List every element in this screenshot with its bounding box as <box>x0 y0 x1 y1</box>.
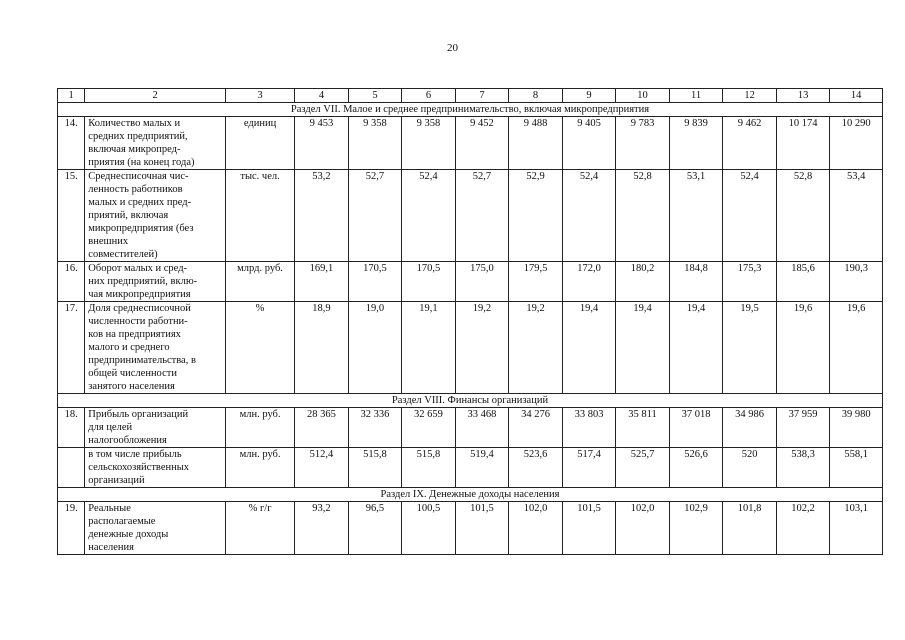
table-row <box>58 262 883 302</box>
indicator-name-line: малого и среднего <box>88 342 170 353</box>
statistics-table <box>57 88 883 555</box>
unit-cell: % <box>225 302 294 394</box>
value-cell: 52,9 <box>509 170 563 262</box>
indicator-name-line: организаций <box>88 475 145 486</box>
row-number: 18. <box>58 408 85 448</box>
value-cell: 35 811 <box>616 408 670 448</box>
value-cell: 180,2 <box>616 262 670 302</box>
table-row <box>58 302 883 394</box>
value-cell: 525,7 <box>616 448 670 488</box>
value-cell: 28 365 <box>295 408 349 448</box>
indicator-name <box>85 448 226 488</box>
row-number <box>58 448 85 488</box>
value-cell: 517,4 <box>562 448 616 488</box>
table-row <box>58 502 883 555</box>
value-cell: 170,5 <box>402 262 456 302</box>
indicator-name <box>85 408 226 448</box>
unit-cell: млн. руб. <box>225 408 294 448</box>
value-cell: 184,8 <box>669 262 723 302</box>
value-cell: 515,8 <box>402 448 456 488</box>
value-cell: 170,5 <box>348 262 402 302</box>
indicator-name-line: Реальные <box>88 503 131 514</box>
column-number-cell: 9 <box>562 89 616 103</box>
value-cell: 52,7 <box>348 170 402 262</box>
indicator-name <box>85 170 226 262</box>
value-cell: 52,4 <box>562 170 616 262</box>
column-number-cell: 10 <box>616 89 670 103</box>
indicator-name-line: включая микропред- <box>88 144 181 155</box>
value-cell: 19,4 <box>616 302 670 394</box>
indicator-name-line: совместителей) <box>88 249 158 260</box>
value-cell: 52,4 <box>402 170 456 262</box>
indicator-name-line: микропредприятия (без <box>88 223 194 234</box>
indicator-name-line: чая микропредприятия <box>88 289 191 300</box>
indicator-name-line: средних предприятий, <box>88 131 188 142</box>
row-number: 15. <box>58 170 85 262</box>
indicator-name-line: Доля среднесписочной <box>88 303 191 314</box>
section-header-row <box>58 488 883 502</box>
value-cell: 9 488 <box>509 117 563 170</box>
indicator-name-line: внешних <box>88 236 129 247</box>
indicator-name-line: Среднесписочная чис- <box>88 171 189 182</box>
value-cell: 19,6 <box>830 302 883 394</box>
column-number-cell: 2 <box>85 89 226 103</box>
unit-cell: % г/г <box>225 502 294 555</box>
value-cell: 34 986 <box>723 408 777 448</box>
value-cell: 172,0 <box>562 262 616 302</box>
indicator-name-line: сельскохозяйственных <box>88 462 190 473</box>
indicator-name-line: ков на предприятиях <box>88 329 181 340</box>
indicator-name-line: численности работни- <box>88 316 188 327</box>
row-number: 19. <box>58 502 85 555</box>
value-cell: 52,8 <box>776 170 830 262</box>
indicator-name <box>85 502 226 555</box>
value-cell: 32 659 <box>402 408 456 448</box>
value-cell: 538,3 <box>776 448 830 488</box>
column-number-cell: 14 <box>830 89 883 103</box>
value-cell: 190,3 <box>830 262 883 302</box>
column-number-cell: 7 <box>455 89 509 103</box>
value-cell: 175,0 <box>455 262 509 302</box>
unit-cell: тыс. чел. <box>225 170 294 262</box>
indicator-name-line: приятия (на конец года) <box>88 157 195 168</box>
row-number: 14. <box>58 117 85 170</box>
value-cell: 19,6 <box>776 302 830 394</box>
column-number-cell: 13 <box>776 89 830 103</box>
value-cell: 523,6 <box>509 448 563 488</box>
value-cell: 19,4 <box>562 302 616 394</box>
indicator-name-line: в том числе прибыль <box>88 449 182 460</box>
value-cell: 52,7 <box>455 170 509 262</box>
value-cell: 519,4 <box>455 448 509 488</box>
value-cell: 96,5 <box>348 502 402 555</box>
page-number: 20 <box>447 42 458 54</box>
indicator-name-line: располагаемые <box>88 516 156 527</box>
indicator-name-line: Количество малых и <box>88 118 181 129</box>
value-cell: 101,5 <box>562 502 616 555</box>
section-title: Раздел IX. Денежные доходы населения <box>58 488 883 502</box>
table-row <box>58 408 883 448</box>
column-number-cell: 12 <box>723 89 777 103</box>
value-cell: 175,3 <box>723 262 777 302</box>
value-cell: 169,1 <box>295 262 349 302</box>
value-cell: 10 174 <box>776 117 830 170</box>
value-cell: 102,9 <box>669 502 723 555</box>
value-cell: 179,5 <box>509 262 563 302</box>
value-cell: 10 290 <box>830 117 883 170</box>
value-cell: 52,8 <box>616 170 670 262</box>
value-cell: 101,8 <box>723 502 777 555</box>
value-cell: 19,2 <box>509 302 563 394</box>
indicator-name <box>85 302 226 394</box>
indicator-name-line: населения <box>88 542 134 553</box>
value-cell: 9 405 <box>562 117 616 170</box>
unit-cell: млн. руб. <box>225 448 294 488</box>
column-number-cell: 5 <box>348 89 402 103</box>
indicator-name <box>85 262 226 302</box>
row-number: 16. <box>58 262 85 302</box>
column-number-cell: 3 <box>225 89 294 103</box>
column-number-cell: 11 <box>669 89 723 103</box>
column-number-cell: 8 <box>509 89 563 103</box>
value-cell: 9 783 <box>616 117 670 170</box>
value-cell: 103,1 <box>830 502 883 555</box>
value-cell: 53,4 <box>830 170 883 262</box>
column-number-cell: 1 <box>58 89 85 103</box>
indicator-name-line: Прибыль организаций <box>88 409 189 420</box>
indicator-name-line: ленность работников <box>88 184 183 195</box>
value-cell: 33 803 <box>562 408 616 448</box>
value-cell: 9 358 <box>348 117 402 170</box>
value-cell: 93,2 <box>295 502 349 555</box>
indicator-name-line: налогообложения <box>88 435 167 446</box>
value-cell: 34 276 <box>509 408 563 448</box>
value-cell: 19,0 <box>348 302 402 394</box>
value-cell: 9 462 <box>723 117 777 170</box>
value-cell: 102,0 <box>616 502 670 555</box>
value-cell: 101,5 <box>455 502 509 555</box>
value-cell: 102,2 <box>776 502 830 555</box>
row-number: 17. <box>58 302 85 394</box>
value-cell: 102,0 <box>509 502 563 555</box>
value-cell: 526,6 <box>669 448 723 488</box>
indicator-name-line: для целей <box>88 422 133 433</box>
indicator-name-line: малых и средних пред- <box>88 197 192 208</box>
value-cell: 100,5 <box>402 502 456 555</box>
value-cell: 9 452 <box>455 117 509 170</box>
value-cell: 185,6 <box>776 262 830 302</box>
value-cell: 9 453 <box>295 117 349 170</box>
column-number-cell: 4 <box>295 89 349 103</box>
value-cell: 39 980 <box>830 408 883 448</box>
value-cell: 9 839 <box>669 117 723 170</box>
value-cell: 53,1 <box>669 170 723 262</box>
section-header-row <box>58 394 883 408</box>
unit-cell: млрд. руб. <box>225 262 294 302</box>
table-row <box>58 117 883 170</box>
value-cell: 19,2 <box>455 302 509 394</box>
indicator-name-line: Оборот малых и сред- <box>88 263 188 274</box>
indicator-name-line: денежные доходы <box>88 529 169 540</box>
value-cell: 52,4 <box>723 170 777 262</box>
value-cell: 512,4 <box>295 448 349 488</box>
value-cell: 53,2 <box>295 170 349 262</box>
column-number-row <box>58 89 883 103</box>
indicator-name-line: них предприятий, вклю- <box>88 276 198 287</box>
value-cell: 19,4 <box>669 302 723 394</box>
value-cell: 37 018 <box>669 408 723 448</box>
table-row <box>58 170 883 262</box>
indicator-name-line: занятого населения <box>88 381 175 392</box>
value-cell: 32 336 <box>348 408 402 448</box>
value-cell: 37 959 <box>776 408 830 448</box>
value-cell: 19,1 <box>402 302 456 394</box>
table-row <box>58 448 883 488</box>
unit-cell: единиц <box>225 117 294 170</box>
section-title: Раздел VIII. Финансы организаций <box>58 394 883 408</box>
indicator-name-line: предпринимательства, в <box>88 355 196 366</box>
indicator-name-line: общей численности <box>88 368 177 379</box>
value-cell: 558,1 <box>830 448 883 488</box>
section-title: Раздел VII. Малое и среднее предпринимательство, включая микропредприятия <box>58 103 883 117</box>
indicator-name <box>85 117 226 170</box>
section-header-row <box>58 103 883 117</box>
value-cell: 33 468 <box>455 408 509 448</box>
value-cell: 19,5 <box>723 302 777 394</box>
value-cell: 515,8 <box>348 448 402 488</box>
column-number-cell: 6 <box>402 89 456 103</box>
value-cell: 520 <box>723 448 777 488</box>
value-cell: 18,9 <box>295 302 349 394</box>
value-cell: 9 358 <box>402 117 456 170</box>
indicator-name-line: приятий, включая <box>88 210 169 221</box>
